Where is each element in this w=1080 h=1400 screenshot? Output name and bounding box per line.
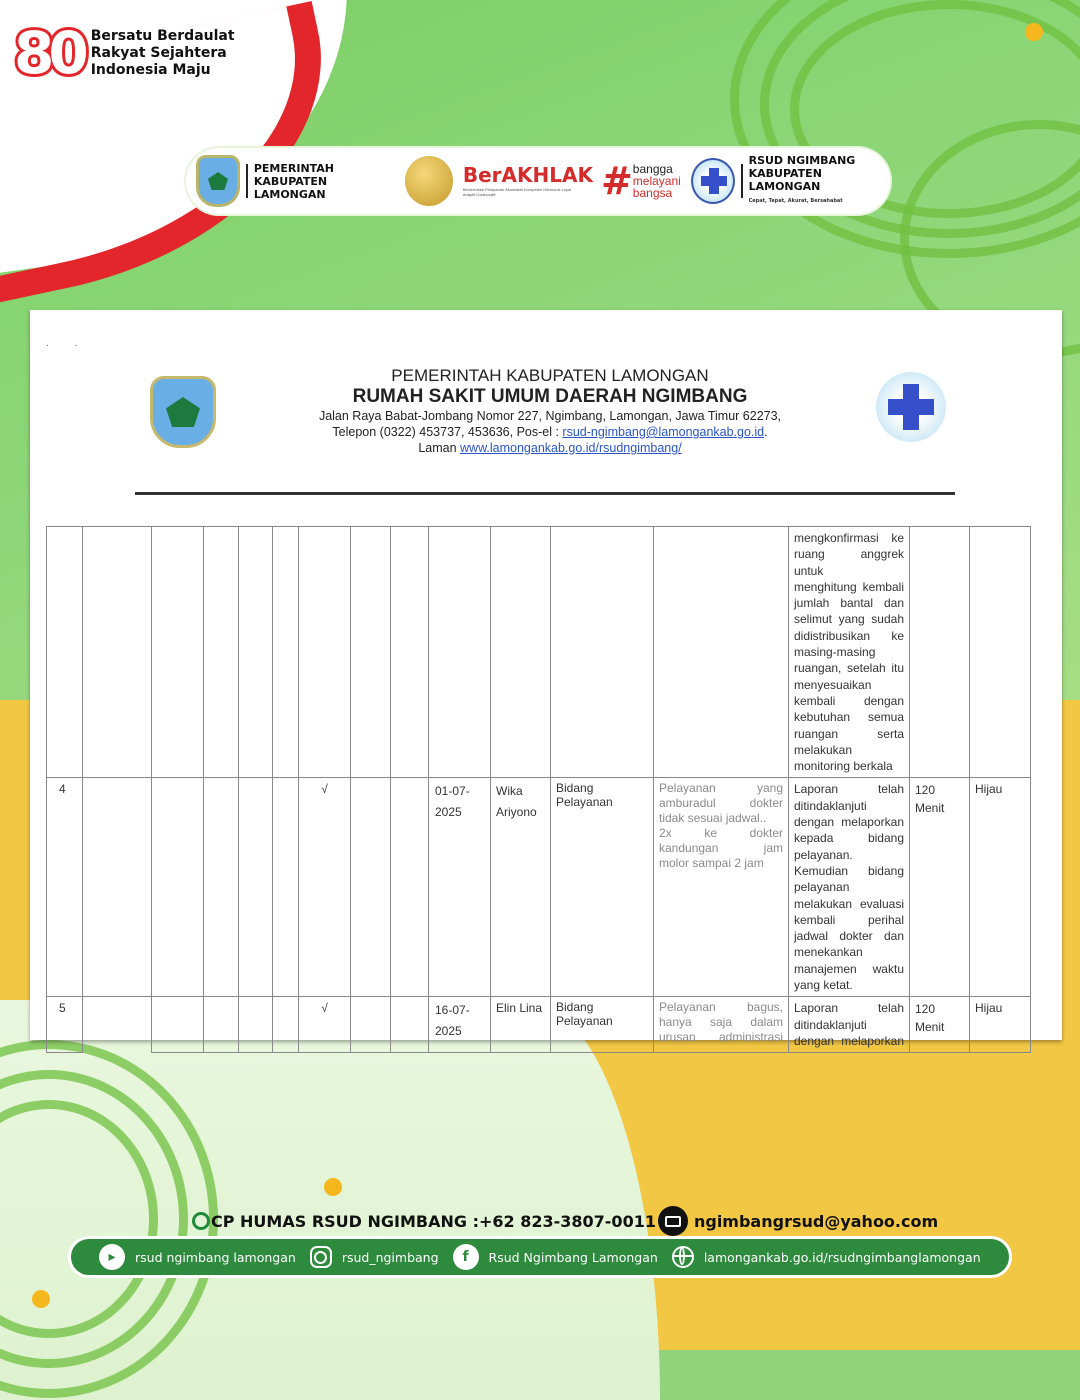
pemkab-lamongan-logo: PEMERINTAH KABUPATEN LAMONGAN — [196, 155, 395, 207]
table-row — [47, 997, 1031, 1053]
unit-cell: Bidang Pelayanan — [551, 997, 654, 1053]
check-mark: √ — [299, 997, 351, 1053]
anniversary-tagline: Bersatu Berdaulat Rakyat Sejahtera Indonesia Maju — [90, 27, 235, 78]
letterhead-address: Jalan Raya Babat-Jombang Nomor 227, Ngimbang, Lamongan, Jawa Timur 62273, — [318, 409, 782, 423]
follow-up-cell: Laporan telah ditindaklanjuti dengan melaporkan kepada bidang pelayanan. Kemudian bidang pelayanan melakukan evaluasi kembali perihal jadwal dokter dan menekankan manajemen waktu yang ketat. — [789, 778, 910, 997]
name-cell: Elin Lina — [491, 997, 551, 1053]
mail-icon — [658, 1206, 688, 1236]
youtube-link[interactable]: ▸ rsud ngimbang lamongan — [99, 1244, 296, 1270]
lamongan-emblem-icon — [150, 376, 216, 448]
bangga-melayani-bangsa-logo: # bangga melayani bangsa — [600, 159, 681, 203]
facebook-icon: f — [453, 1244, 479, 1270]
contact-phone[interactable]: CP HUMAS RSUD NGIMBANG :+62 823-3807-0011 — [211, 1211, 656, 1231]
hashtag-icon: # — [600, 159, 633, 203]
phone-icon — [192, 1212, 210, 1230]
decorative-dot — [32, 1290, 50, 1308]
anniversary-number: 80 — [14, 19, 83, 87]
check-mark: √ — [299, 778, 351, 997]
contact-line — [192, 1206, 938, 1236]
website-link[interactable]: lamongankab.go.id/rsudngimbanglamongan — [672, 1246, 981, 1268]
duration-cell: 120 Menit — [910, 997, 970, 1053]
follow-up-cell: mengkonfirmasi ke ruang anggrek untuk menghitung kembali jumlah bantal dan selimut yang sudah didistribusikan ke masing-masing ruangan, setelah itu menyesuaikan kembali dengan kebutuhan semua ruangan serta melakukan monitoring berkala — [789, 527, 910, 778]
rsud-ngimbang-logo-icon — [876, 372, 946, 442]
letterhead-hospital-name: RUMAH SAKIT UMUM DAERAH NGIMBANG — [352, 386, 748, 407]
instagram-link[interactable]: rsud_ngimbang — [310, 1246, 439, 1268]
row-number: 5 — [47, 997, 83, 1053]
letterhead-government: PEMERINTAH KABUPATEN LAMONGAN — [391, 366, 709, 385]
scan-marks: .. — [46, 338, 104, 349]
facebook-link[interactable]: f Rsud Ngimbang Lamongan — [453, 1244, 658, 1270]
letterhead-divider — [135, 492, 955, 495]
follow-up-cell: Laporan telah ditindaklanjuti dengan melaporkan — [789, 997, 910, 1053]
complaint-cell: Pelayanan bagus, hanya saja dalam urusan administrasi — [654, 997, 789, 1053]
letterhead-contact: Telepon (0322) 453737, 453636, Pos-el : rsud-ngimbang@lamongankab.go.id. — [332, 425, 768, 439]
lamongan-emblem-icon — [196, 155, 240, 207]
berakhlak-logo: BerAKHLAK Berorientasi Pelayanan Akuntabel Kompeten Harmonis Loyal Adaptif Kolaboratif — [462, 163, 593, 197]
contact-email[interactable]: ngimbangrsud@yahoo.com — [693, 1211, 939, 1231]
letterhead-email-link[interactable]: rsud-ngimbang@lamongankab.go.id — [562, 425, 765, 439]
status-cell: Hijau — [970, 778, 1031, 997]
table-row — [47, 527, 1031, 778]
date-cell: 16-07- 2025 — [429, 997, 491, 1053]
letterhead — [230, 366, 870, 456]
duration-cell: 120 Menit — [910, 778, 970, 997]
status-cell: Hijau — [970, 997, 1031, 1053]
globe-icon — [672, 1246, 694, 1268]
gold-medal-icon — [405, 156, 453, 206]
instagram-icon — [310, 1246, 332, 1268]
decorative-dot — [324, 1178, 342, 1196]
table-row — [47, 778, 1031, 997]
date-cell: 01-07- 2025 — [429, 778, 491, 997]
partner-logos-bar — [186, 148, 890, 214]
letterhead-website: Laman www.lamongankab.go.id/rsudngimbang/ — [418, 441, 682, 455]
rsud-ngimbang-logo: RSUD NGIMBANG KABUPATEN LAMONGAN Cepat, Tepat, Akurat, Bersahabat — [691, 154, 890, 208]
unit-cell: Bidang Pelayanan — [551, 778, 654, 997]
hospital-cross-icon — [691, 158, 735, 204]
complaint-table — [46, 526, 1031, 1053]
document-page — [30, 310, 1062, 1048]
youtube-icon: ▸ — [99, 1244, 125, 1270]
decorative-dot — [1025, 23, 1043, 41]
row-number: 4 — [47, 778, 83, 997]
name-cell: Wika Ariyono — [491, 778, 551, 997]
social-media-bar — [68, 1236, 1012, 1278]
complaint-cell: Pelayanan yang amburadul dokter tidak sesuai jadwal.. 2x ke dokter kandungan jam molor sampai 2 jam — [654, 778, 789, 997]
letterhead-website-link[interactable]: www.lamongankab.go.id/rsudngimbang/ — [460, 441, 682, 455]
anniversary-logo — [14, 19, 235, 87]
